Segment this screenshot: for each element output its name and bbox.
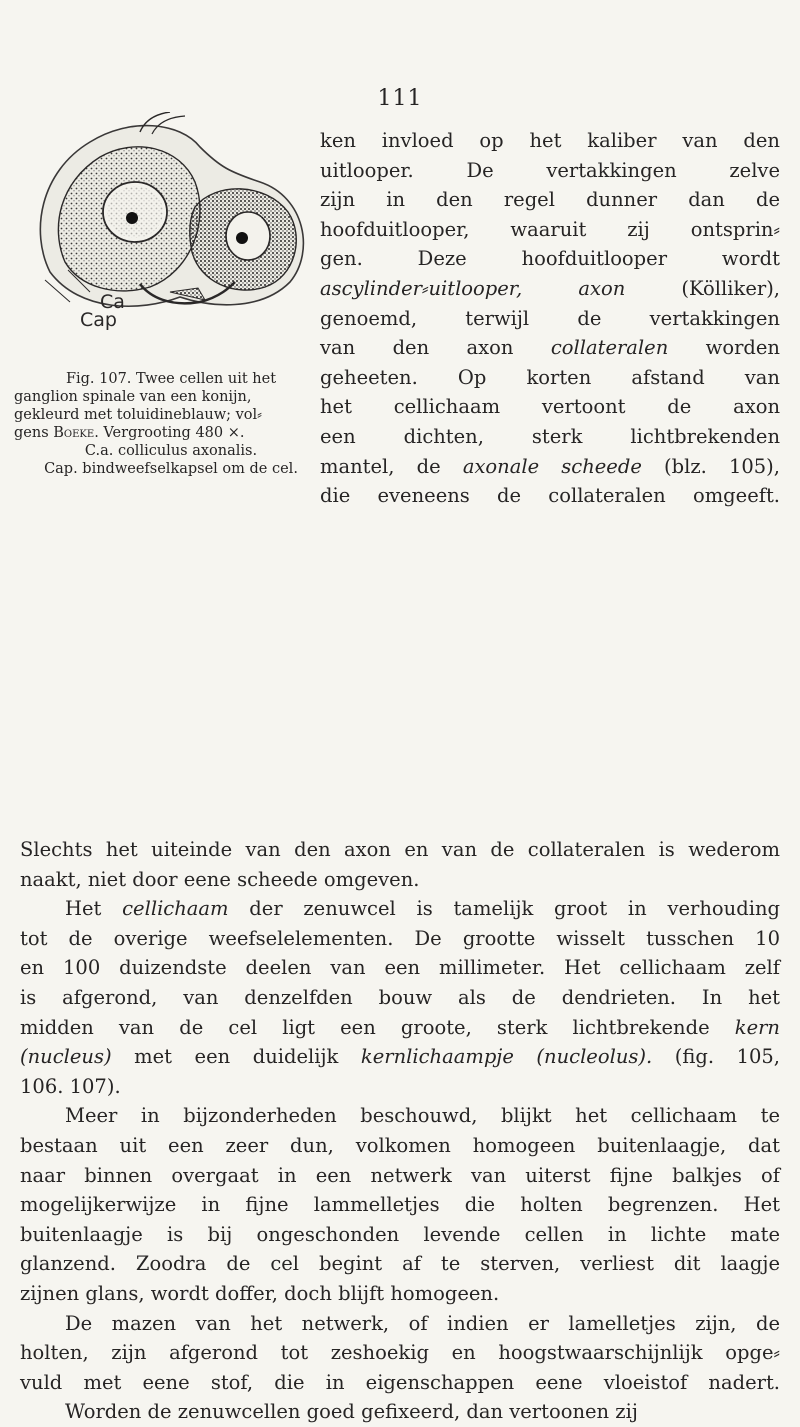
text-fragment: Het bbox=[65, 897, 123, 921]
caption-line: Cap. bindweefselkapsel om de cel. bbox=[44, 461, 298, 477]
italic-term: axonale scheede bbox=[462, 454, 642, 478]
text-fragment: van den axon bbox=[320, 336, 551, 360]
label-ca: Ca bbox=[100, 291, 125, 313]
text-line: hoofduitlooper, waaruit zij ontsprin⸗ bbox=[320, 217, 780, 241]
text-line: genoemd, terwijl de vertakkingen bbox=[320, 306, 780, 330]
caption-line: ganglion spinale van een konijn, bbox=[14, 389, 252, 405]
text-line bbox=[20, 1042, 780, 1072]
text-line bbox=[320, 333, 780, 363]
text-fragment: der zenuwcel is tamelijk groot in verhouding bbox=[228, 897, 780, 921]
text-line: naar binnen overgaat in een netwerk van uiterst fijne balkjes of bbox=[20, 1163, 780, 1187]
text-line: gen. Deze hoofduitlooper wordt bbox=[320, 247, 780, 271]
caption-line bbox=[14, 424, 310, 442]
text-fragment: mantel, de bbox=[320, 454, 463, 478]
text-line: is afgerond, van denzelfden bouw als de dendrieten. In het bbox=[20, 985, 780, 1009]
text-line: De mazen van het netwerk, of indien er lamelletjes zijn, de bbox=[65, 1311, 780, 1335]
left-nucleolus bbox=[126, 212, 138, 224]
text-fragment: midden van de cel ligt een groote, sterk lichtbrekende bbox=[20, 1015, 735, 1039]
text-line: 106. 107). bbox=[20, 1074, 121, 1098]
caption-author: Boeke bbox=[53, 425, 95, 441]
text-line bbox=[320, 452, 780, 482]
text-line: die eveneens de collateralen omgeeft. bbox=[320, 484, 780, 508]
text-fragment: met een duidelijk bbox=[111, 1045, 361, 1069]
text-line: holten, zijn afgerond tot zeshoekig en hoogstwaarschijnlijk opge⸗ bbox=[20, 1341, 780, 1365]
caption-text: gens bbox=[14, 425, 54, 441]
caption-line: gekleurd met toluidineblauw; vol⸗ bbox=[14, 407, 263, 423]
caption-line: C.a. colliculus axonalis. bbox=[84, 443, 258, 459]
text-line bbox=[320, 274, 780, 304]
figure-107-illustration bbox=[20, 112, 316, 372]
text-fragment: (fig. 105, bbox=[652, 1045, 780, 1069]
italic-term: ascylinder⸗uitlooper, axon bbox=[320, 276, 626, 300]
text-line: Meer in bijzonderheden beschouwd, blijkt het cellichaam te bbox=[65, 1104, 780, 1128]
right-column-text bbox=[320, 126, 780, 511]
label-cap: Cap bbox=[80, 309, 117, 331]
text-line: Slechts het uiteinde van den axon en van de collateralen is wederom bbox=[20, 838, 780, 861]
italic-term: (nucleus) bbox=[20, 1045, 112, 1069]
text-line bbox=[20, 1013, 780, 1043]
cell-drawing bbox=[20, 112, 316, 372]
text-line: bestaan uit een zeer dun, volkomen homogeen buitenlaagje, dat bbox=[20, 1133, 780, 1157]
text-line: tot de overige weefselelementen. De grootte wisselt tusschen 10 bbox=[20, 926, 780, 950]
page-number: 111 bbox=[377, 86, 423, 111]
italic-term: collateralen bbox=[550, 336, 669, 360]
text-line bbox=[20, 894, 780, 924]
text-line: Worden de zenuwcellen goed gefixeerd, dan vertoonen zij bbox=[65, 1400, 638, 1424]
text-line: buitenlaagje is bij ongeschonden levende cellen in lichte mate bbox=[20, 1222, 780, 1246]
caption-text: . Vergrooting 480 ×. bbox=[94, 425, 245, 441]
text-line: een dichten, sterk lichtbrekenden bbox=[320, 424, 780, 448]
caption-title: Fig. 107. Twee cellen uit het bbox=[65, 371, 277, 387]
text-line: mogelijkerwijze in fijne lammelletjes die holten begrenzen. Het bbox=[20, 1193, 780, 1217]
text-line: uitlooper. De vertakkingen zelve bbox=[320, 158, 780, 182]
text-line: en 100 duizendste deelen van een millimeter. Het cellichaam zelf bbox=[20, 956, 780, 980]
text-line: geheeten. Op korten afstand van bbox=[320, 365, 780, 389]
text-fragment: (blz. 105), bbox=[641, 454, 780, 478]
text-line: het cellichaam vertoont de axon bbox=[320, 395, 780, 419]
text-fragment: (Kölliker), bbox=[625, 276, 780, 300]
body-text bbox=[20, 835, 780, 1427]
right-nucleolus bbox=[236, 232, 248, 244]
text-line: ken invloed op het kaliber van den bbox=[320, 129, 780, 152]
right-nucleus bbox=[226, 212, 270, 260]
text-line: glanzend. Zoodra de cel begint af te sterven, verliest dit laagje bbox=[20, 1252, 780, 1276]
italic-term: cellichaam bbox=[122, 897, 229, 921]
italic-term: kernlichaampje (nucleolus). bbox=[360, 1045, 653, 1069]
text-line: zijn in den regel dunner dan de bbox=[320, 188, 780, 212]
text-line: vuld met eene stof, die in eigenschappen eene vloeistof nadert. bbox=[20, 1370, 780, 1394]
figure-caption bbox=[14, 370, 310, 478]
text-line: naakt, niet door eene scheede omgeven. bbox=[20, 867, 420, 891]
text-fragment: worden bbox=[668, 336, 780, 360]
text-line: zijnen glans, wordt doffer, doch blijft homogeen. bbox=[20, 1281, 500, 1305]
italic-term: kern bbox=[734, 1015, 780, 1039]
